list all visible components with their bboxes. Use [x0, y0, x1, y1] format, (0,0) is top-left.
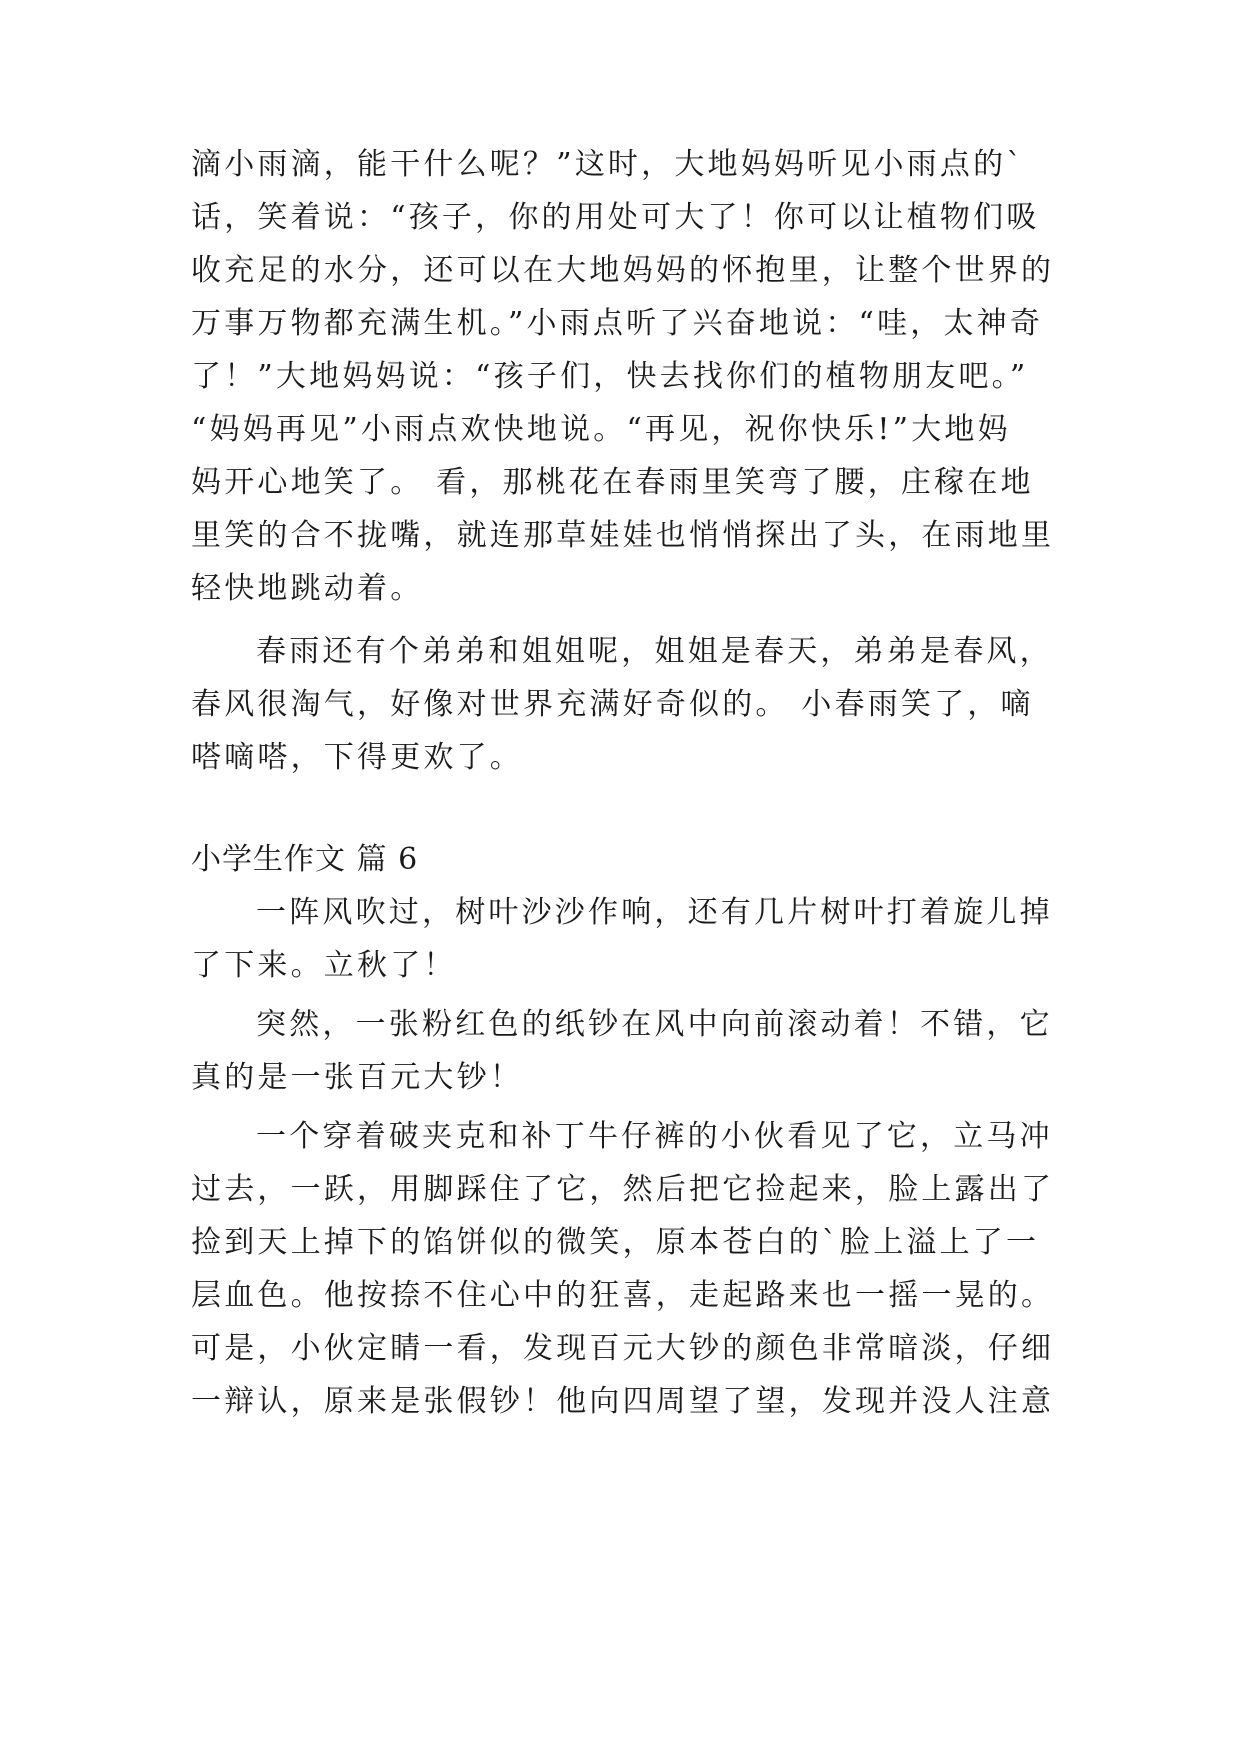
- text-line: 一个穿着破夹克和补丁牛仔裤的小伙看见了它，立马冲: [256, 1119, 1053, 1154]
- text-line: 可是，小伙定睛一看，发现百元大钞的颜色非常暗淡，仔细: [191, 1331, 1055, 1366]
- text-line: 万事万物都充满生机。”小雨点听了兴奋地说：“哇，太神奇: [191, 306, 1044, 341]
- text-line: 了下来。立秋了！: [191, 948, 457, 983]
- text-line: 话，笑着说：“孩子，你的用处可大了！你可以让植物们吸: [191, 200, 1040, 235]
- section-heading: 小学生作文 篇 6: [191, 842, 419, 877]
- text-line: 捡到天上掉下的馅饼似的微笑，原本苍白的`脸上溢上了一: [191, 1225, 1040, 1260]
- text-line: 过去，一跃，用脚踩住了它，然后把它捡起来，脸上露出了: [191, 1172, 1055, 1207]
- text-line: 真的是一张百元大钞！: [191, 1060, 523, 1095]
- text-line: 了！”大地妈妈说：“孩子们，快去找你们的植物朋友吧。”: [191, 359, 1029, 394]
- text-line: 春雨还有个弟弟和姐姐呢，姐姐是春天，弟弟是春风，: [256, 634, 1053, 669]
- text-line: 突然，一张粉红色的纸钞在风中向前滚动着！不错，它: [256, 1007, 1053, 1042]
- text-line: 层血色。他按捺不住心中的狂喜，走起路来也一摇一晃的。: [191, 1278, 1055, 1313]
- text-line: 妈开心地笑了。 看，那桃花在春雨里笑弯了腰，庄稼在地: [191, 465, 1034, 500]
- text-line: 滴小雨滴，能干什么呢？”这时，大地妈妈听见小雨点的`: [191, 147, 1025, 182]
- text-line: 一辩认，原来是张假钞！他向四周望了望，发现并没人注意: [191, 1384, 1055, 1419]
- text-line: 一阵风吹过，树叶沙沙作响，还有几片树叶打着旋儿掉: [256, 895, 1053, 930]
- text-line: 轻快地跳动着。: [191, 571, 424, 606]
- text-line: “妈妈再见”小雨点欢快地说。“再见，祝你快乐!”大地妈: [191, 412, 1011, 447]
- text-line: 春风很淘气，好像对世界充满好奇似的。 小春雨笑了，嘀: [191, 687, 1034, 722]
- text-line: 里笑的合不拢嘴，就连那草娃娃也悄悄探出了头，在雨地里: [191, 518, 1055, 553]
- text-line: 收充足的水分，还可以在大地妈妈的怀抱里，让整个世界的: [191, 253, 1055, 288]
- text-line: 嗒嘀嗒，下得更欢了。: [191, 740, 523, 775]
